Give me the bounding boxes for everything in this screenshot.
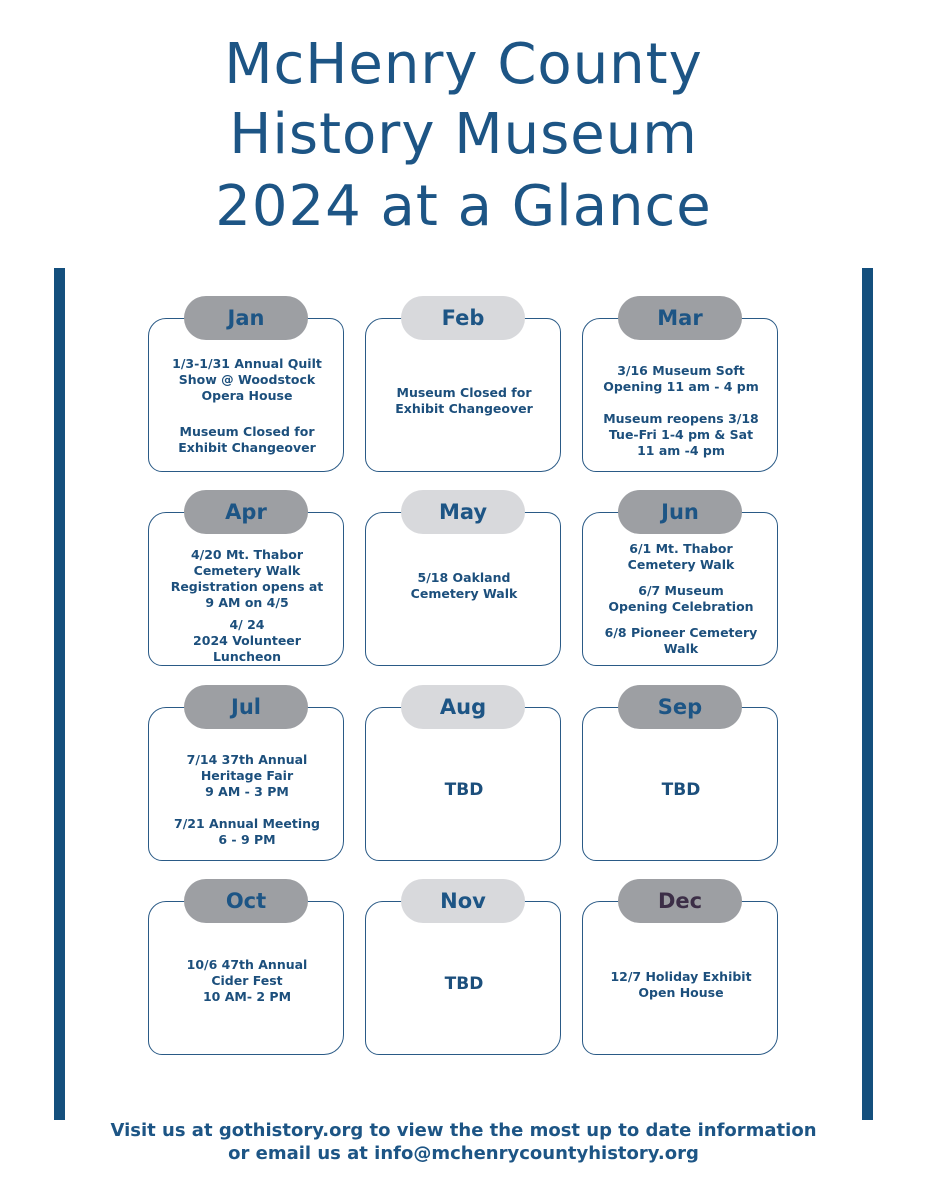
month-tab-may: May bbox=[401, 490, 525, 534]
month-card-jun bbox=[582, 490, 780, 656]
event-text: 6/1 Mt. Thabor Cemetery Walk bbox=[627, 541, 735, 572]
month-events bbox=[373, 544, 555, 666]
month-events bbox=[590, 933, 772, 1055]
event-text: 4/ 24 2024 Volunteer Luncheon bbox=[193, 617, 301, 664]
event-text: TBD bbox=[661, 780, 701, 800]
event-text: Museum reopens 3/18 Tue-Fri 1-4 pm & Sat 11 am -4 pm bbox=[603, 411, 759, 458]
month-events bbox=[156, 544, 338, 666]
month-tab-sep: Sep bbox=[618, 685, 742, 729]
title-line-2: History Museum bbox=[229, 102, 698, 167]
month-card-aug bbox=[365, 685, 563, 845]
event-text: 6/7 Museum Opening Celebration bbox=[608, 583, 754, 614]
event-text: Museum Closed for Exhibit Changeover bbox=[395, 385, 533, 416]
event-text: 7/21 Annual Meeting 6 - 9 PM bbox=[174, 816, 320, 847]
month-card-mar bbox=[582, 296, 780, 456]
event-text: Museum Closed for Exhibit Changeover bbox=[178, 424, 316, 455]
title-line-3: 2024 at a Glance bbox=[215, 174, 712, 239]
month-events bbox=[373, 729, 555, 851]
footer-line-2: or email us at info@mchenrycountyhistory.org bbox=[228, 1143, 699, 1164]
month-tab-jan: Jan bbox=[184, 296, 308, 340]
event-text: 5/18 Oakland Cemetery Walk bbox=[410, 570, 518, 601]
month-card-may bbox=[365, 490, 563, 650]
month-events bbox=[156, 739, 338, 861]
month-events bbox=[590, 729, 772, 851]
month-tab-mar: Mar bbox=[618, 296, 742, 340]
month-card-oct bbox=[148, 879, 346, 1039]
event-text: TBD bbox=[444, 780, 484, 800]
month-tab-jul: Jul bbox=[184, 685, 308, 729]
month-tab-oct: Oct bbox=[184, 879, 308, 923]
month-events bbox=[590, 350, 772, 472]
month-card-jan bbox=[148, 296, 346, 456]
month-tab-nov: Nov bbox=[401, 879, 525, 923]
event-text: 1/3-1/31 Annual Quilt Show @ Woodstock Opera House bbox=[172, 356, 322, 403]
event-text: 6/8 Pioneer Cemetery Walk bbox=[604, 625, 758, 656]
month-events bbox=[373, 340, 555, 462]
event-text: 4/20 Mt. Thabor Cemetery Walk Registration opens at 9 AM on 4/5 bbox=[170, 547, 324, 610]
month-events bbox=[590, 538, 772, 660]
month-tab-jun: Jun bbox=[618, 490, 742, 534]
title-line-1: McHenry County bbox=[224, 32, 703, 97]
month-tab-apr: Apr bbox=[184, 490, 308, 534]
month-card-jul bbox=[148, 685, 346, 845]
month-card-nov bbox=[365, 879, 563, 1039]
event-text: 12/7 Holiday Exhibit Open House bbox=[610, 969, 752, 1000]
event-text: 3/16 Museum Soft Opening 11 am - 4 pm bbox=[603, 363, 759, 394]
month-events bbox=[156, 350, 338, 472]
month-card-apr bbox=[148, 490, 346, 664]
month-card-sep bbox=[582, 685, 780, 845]
event-text: TBD bbox=[444, 974, 484, 994]
month-tab-feb: Feb bbox=[401, 296, 525, 340]
footer-line-1: Visit us at gothistory.org to view the the most up to date information bbox=[110, 1120, 817, 1141]
month-tab-aug: Aug bbox=[401, 685, 525, 729]
right-border-bar bbox=[862, 268, 873, 1120]
month-events bbox=[156, 933, 338, 1055]
event-text: 7/14 37th Annual Heritage Fair 9 AM - 3 PM bbox=[186, 752, 308, 799]
left-border-bar bbox=[54, 268, 65, 1120]
month-card-feb bbox=[365, 296, 563, 456]
month-tab-dec: Dec bbox=[618, 879, 742, 923]
month-card-dec bbox=[582, 879, 780, 1039]
event-text: 10/6 47th Annual Cider Fest 10 AM- 2 PM bbox=[186, 957, 308, 1004]
month-events bbox=[373, 923, 555, 1045]
